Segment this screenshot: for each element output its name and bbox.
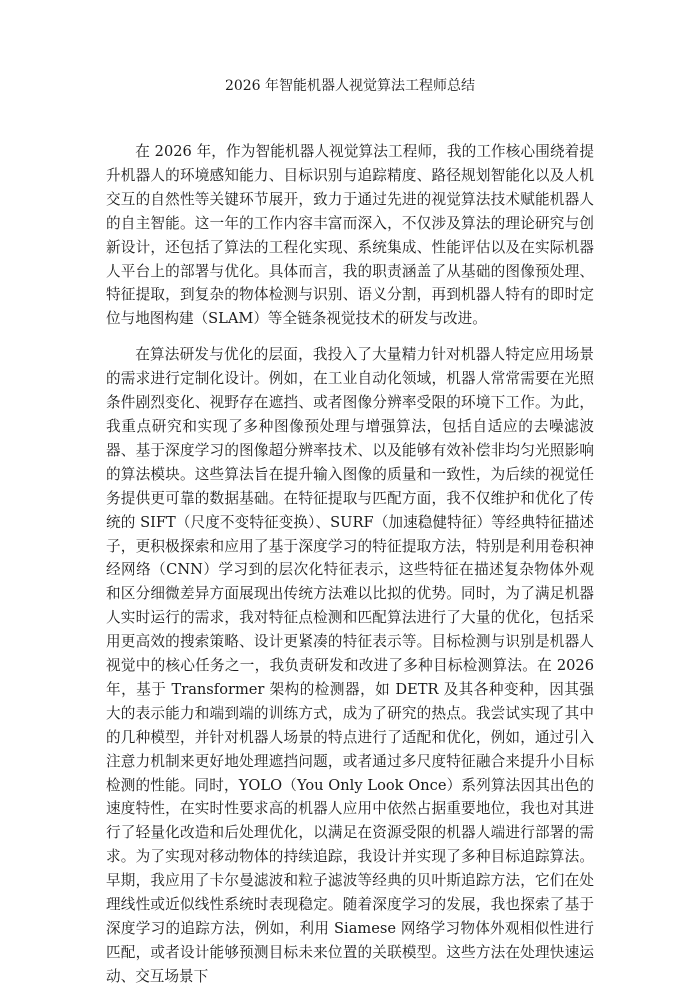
paragraph-algorithm-research: 在算法研发与优化的层面，我投入了大量精力针对机器人特定应用场景的需求进行定制化设计。例如，在工业自动化领域，机器人常常需要在光照条件剧烈变化、视野存在遮挡、或者图像分辨率受限的环境下工作。为此，我重点研究和实现了多种图像预处理与增强算法，包括自适应的去噪滤波器、基于深度学习的图像超分辨率技术、以及能够有效补偿非均匀光照影响的算法模块。这些算法旨在提升输入图像的质量和一致性，为后续的视觉任务提供更可靠的数据基础。在特征提取与匹配方面，我不仅维护和优化了传统的 SIFT（尺度不变特征变换）、SURF（加速稳健特征）等经典特征描述子，更积极探索和应用了基于深度学习的特征提取方法，特别是利用卷积神经网络（CNN）学习到的层次化特征表示，这些特征在描述复杂物体外观和区分细微差异方面展现出传统方法难以比拟的优势。同时，为了满足机器人实时运行的需求，我对特征点检测和匹配算法进行了大量的优化，包括采用更高效的搜索策略、设计更紧凑的特征表示等。目标检测与识别是机器人视觉中的核心任务之一，我负责研发和改进了多种目标检测算法。在 2026 年，基于 Transformer 架构的检测器，如 DETR 及其各种变种，因其强大的表示能力和端到端的训练方式，成为了研究的热点。我尝试实现了其中的几种模型，并针对机器人场景的特点进行了适配和优化，例如，通过引入注意力机制来更好地处理遮挡问题，或者通过多尺度特征融合来提升小目标检测的性能。同时，YOLO（You Only Look Once）系列算法因其出色的速度特性，在实时性要求高的机器人应用中依然占据重要地位，我也对其进行了轻量化改造和后处理优化，以满足在资源受限的机器人端进行部署的需求。为了实现对移动物体的持续追踪，我设计并实现了多种目标追踪算法。早期，我应用了卡尔曼滤波和粒子滤波等经典的贝叶斯追踪方法，它们在处理线性或近似线性系统时表现稳定。随着深度学习的发展，我也探索了基于深度学习的追踪方法，例如，利用 Siamese 网络学习物体外观相似性进行匹配，或者设计能够预测目标未来位置的关联模型。这些方法在处理快速运动、交互场景下 [106,346,594,985]
paragraph-intro: 在 2026 年，作为智能机器人视觉算法工程师，我的工作核心围绕着提升机器人的环境感知能力、目标识别与追踪精度、路径规划智能化以及人机交互的自然性等关键环节展开，致力于通过先进的视觉算法技术赋能机器人的自主智能。这一年的工作内容丰富而深入，不仅涉及算法的理论研究与创新设计，还包括了算法的工程化实现、系统集成、性能评估以及在实际机器人平台上的部署与优化。具体而言，我的职责涵盖了从基础的图像预处理、特征提取，到复杂的物体检测与识别、语义分割，再到机器人特有的即时定位与地图构建（SLAM）等全链条视觉技术的研发与改进。 [106,143,594,328]
document-title: 2026 年智能机器人视觉算法工程师总结 [224,78,476,94]
